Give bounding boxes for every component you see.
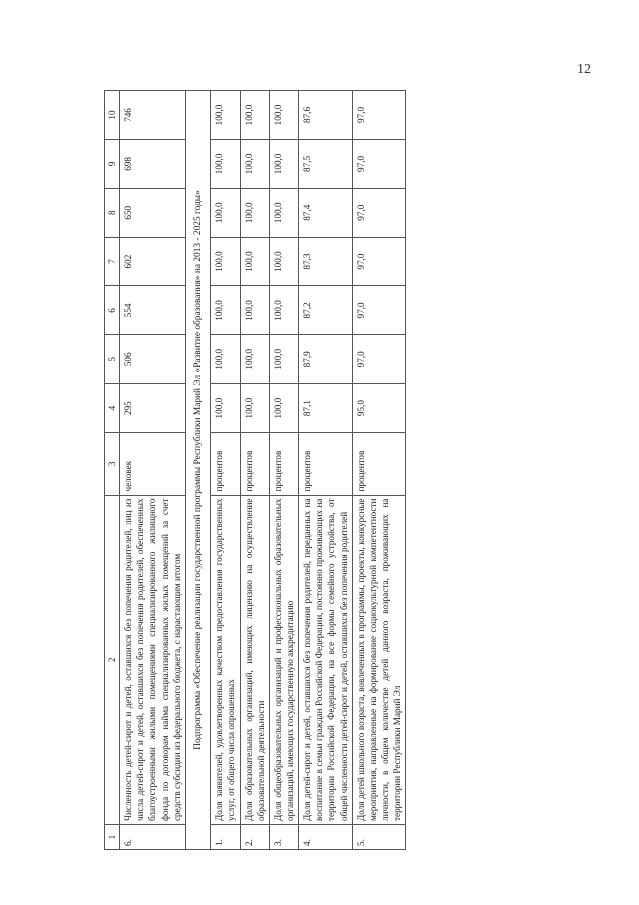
- value-cell: 100,0: [211, 237, 240, 286]
- value-cell: 100,0: [269, 188, 298, 237]
- indicator-name: Численность детей-сирот и детей, оставшихся без попечения родителей, лиц из числа детей-сирот и детей, оставшихся без попечения родителей, обеспеченных благоустроенными жилыми помещениями специализированного жилищного фонда по договорам найма специализированных жилых помещений за счет средств субсидии из федерального бюджета, с нарастающим итогом: [120, 495, 186, 825]
- indicator-name: Доля заявителей, удовлетворенных качеством предоставления государственных услуг, от общего числа опрошенных: [211, 495, 240, 825]
- value-cell: 554: [120, 286, 186, 335]
- indicators-table: [104, 90, 406, 850]
- header-cell: 5: [105, 335, 120, 384]
- header-cell: 3: [105, 433, 120, 495]
- value-cell: 650: [120, 188, 186, 237]
- value-cell: 100,0: [240, 237, 269, 286]
- value-cell: 100,0: [269, 91, 298, 140]
- value-cell: 698: [120, 139, 186, 188]
- value-cell: 97,0: [352, 237, 406, 286]
- row-number: 6.: [120, 825, 186, 850]
- unit: процентов: [240, 433, 269, 495]
- row-number: 5.: [352, 825, 406, 850]
- value-cell: 746: [120, 91, 186, 140]
- table-header-row: [105, 91, 120, 850]
- indicator-name: Доля детей школьного возраста, вовлеченных в программы, проекты, конкурсные мероприятия, направленные на формирование социокультурной компетентности личности, в общем количестве детей данного возраста, проживающих на территории Республики Марий Эл: [352, 495, 406, 825]
- row-number: 1.: [211, 825, 240, 850]
- value-cell: 87,5: [299, 139, 353, 188]
- indicator-name: Доля общеобразовательных организаций и профессиональных образовательных организаций, имеющих государственную аккредитацию: [269, 495, 298, 825]
- value-cell: 100,0: [211, 91, 240, 140]
- value-cell: 100,0: [211, 286, 240, 335]
- table-row: [269, 91, 298, 850]
- header-cell: 4: [105, 384, 120, 433]
- table-row: [352, 91, 406, 850]
- row-number: 2.: [240, 825, 269, 850]
- table-row: [120, 91, 186, 850]
- value-cell: 87,4: [299, 188, 353, 237]
- value-cell: 100,0: [211, 384, 240, 433]
- header-cell: 8: [105, 188, 120, 237]
- header-cell: 2: [105, 495, 120, 825]
- page-number: 12: [577, 62, 591, 77]
- header-cell: 9: [105, 139, 120, 188]
- table-row: [211, 91, 240, 850]
- row-number: 3.: [269, 825, 298, 850]
- value-cell: 87,1: [299, 384, 353, 433]
- rotated-table-container: [104, 90, 524, 850]
- value-cell: 100,0: [240, 286, 269, 335]
- value-cell: 100,0: [240, 335, 269, 384]
- value-cell: 100,0: [211, 139, 240, 188]
- unit: процентов: [269, 433, 298, 495]
- value-cell: 87,9: [299, 335, 353, 384]
- value-cell: 602: [120, 237, 186, 286]
- value-cell: 100,0: [211, 188, 240, 237]
- value-cell: 87,6: [299, 91, 353, 140]
- value-cell: 97,0: [352, 188, 406, 237]
- value-cell: 100,0: [269, 286, 298, 335]
- value-cell: 295: [120, 384, 186, 433]
- value-cell: 97,0: [352, 335, 406, 384]
- subprogram-title-row: [185, 91, 210, 850]
- value-cell: 506: [120, 335, 186, 384]
- value-cell: 100,0: [240, 139, 269, 188]
- header-cell: 10: [105, 91, 120, 140]
- value-cell: 100,0: [269, 237, 298, 286]
- value-cell: 97,0: [352, 139, 406, 188]
- value-cell: 100,0: [240, 384, 269, 433]
- value-cell: 100,0: [269, 384, 298, 433]
- value-cell: 95,0: [352, 384, 406, 433]
- header-cell: 7: [105, 237, 120, 286]
- header-cell: 6: [105, 286, 120, 335]
- unit: процентов: [299, 433, 353, 495]
- subprogram-title: Подпрограмма «Обеспечение реализации государственной программы Республики Марий Эл «Развитие образования» на 2013 - 2025 годы»: [185, 91, 210, 850]
- indicator-name: Доля образовательных организаций, имеющих лицензию на осуществление образовательной деятельности: [240, 495, 269, 825]
- value-cell: 100,0: [240, 91, 269, 140]
- unit: процентов: [211, 433, 240, 495]
- header-cell: 1: [105, 825, 120, 850]
- value-cell: 100,0: [269, 335, 298, 384]
- table-row: [299, 91, 353, 850]
- indicator-name: Доля детей-сирот и детей, оставшихся без попечения родителей, переданных на воспитание в семьи граждан Российской Федерации, постоянно проживающих на территории Российской Федерации, на все формы семейного устройства, от общей численности детей-сирот и детей, оставшихся без попечения родителей: [299, 495, 353, 825]
- value-cell: 100,0: [211, 335, 240, 384]
- value-cell: 97,0: [352, 91, 406, 140]
- unit: человек: [120, 433, 186, 495]
- row-number: 4.: [299, 825, 353, 850]
- value-cell: 100,0: [240, 188, 269, 237]
- value-cell: 87,3: [299, 237, 353, 286]
- unit: процентов: [352, 433, 406, 495]
- value-cell: 100,0: [269, 139, 298, 188]
- value-cell: 97,0: [352, 286, 406, 335]
- table-row: [240, 91, 269, 850]
- value-cell: 87,2: [299, 286, 353, 335]
